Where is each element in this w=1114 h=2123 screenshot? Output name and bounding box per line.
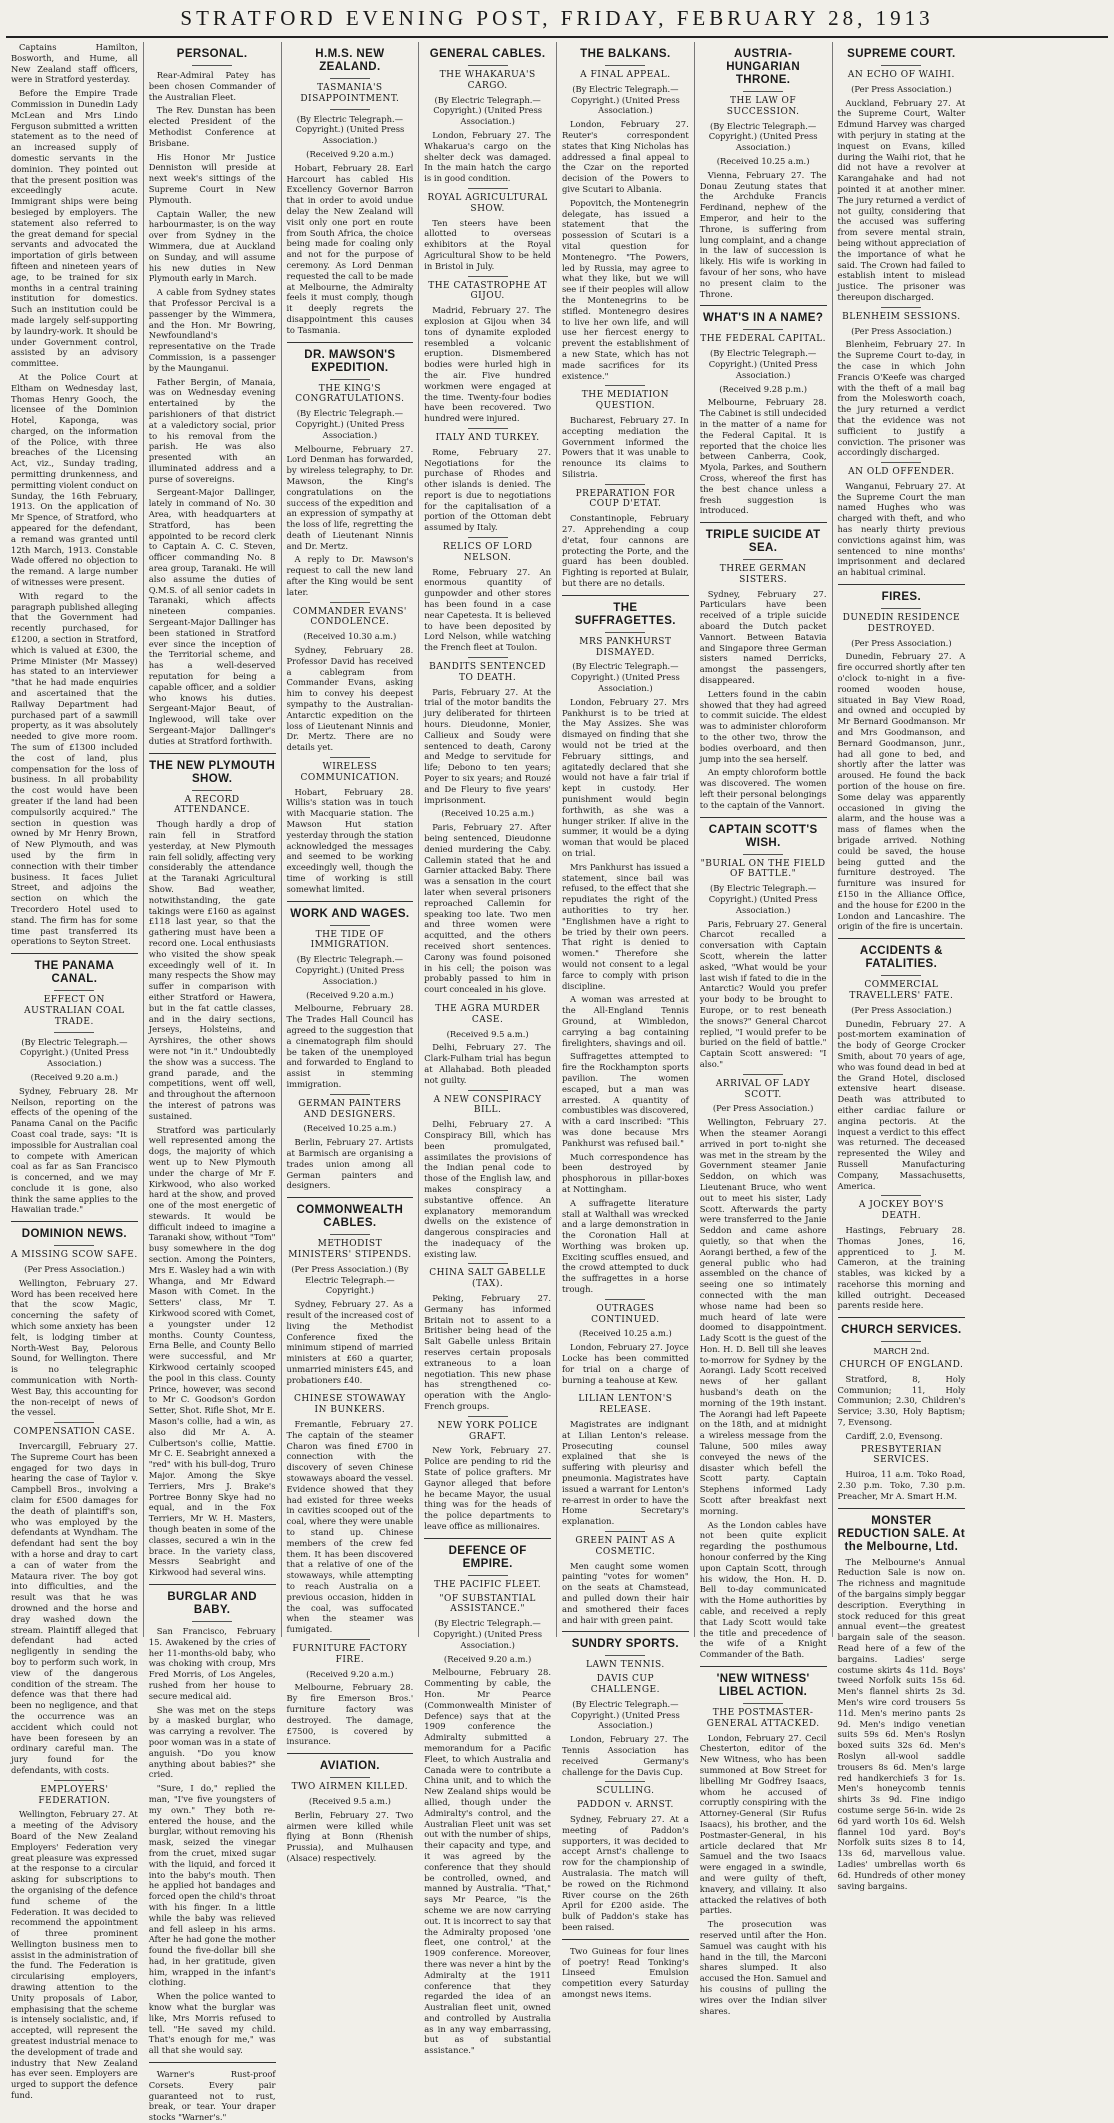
paragraph: At the Police Court at Eltham on Wednesday last, Thomas Henry Gooch, the licensee of the Dominion Hotel, Kaponga, was charged, on the information of the Police, with three breaches of the Licensing Act, viz., Sunday trading, permitting drunkenness, and permitting violent conduct on Sunday, the 16th February, 1913. On the application of Mr Spence, of Stratford, who appeared for the defendant, a remand was granted until 12th March, 1913. Constable Wade offered no objection to the remand. A large number of witnesses were present. <box>11 371 138 588</box>
paragraph: Melbourne, February 28. The Trades Hall Council has agreed to the suggestion that a cinematograph film should be taken of the unemployed and forwarded to England to assist in stemming immigration. <box>286 1003 414 1089</box>
subheading: PRESBYTERIAN SERVICES. <box>860 1444 942 1466</box>
dateline: (Received 9.5 a.m.) <box>308 1795 391 1806</box>
short-rule <box>330 1639 370 1640</box>
paragraph: Wellington, February 27. At a meeting of the Advisory Board of the New Zealand Employers' Federation very great pleasure was expressed at the response to a circular asking for subscriptions to the organising of the defence fund scheme of the Federation. It was decided to recommend the appointment of three prominent Wellington business men to assist in the administration of the fund. The Federation is circularising employers, drawing attention to the Unity proposals of Labor, emphasising that the scheme is intensely socialistic, and, if accepted, will represent the greatest industrial menace to the development of trade and industry that New Zealand has ever seen. Employers are urged to support the defence fund. <box>11 1809 138 2101</box>
paragraph: Melbourne, February 28. By fire Emerson Bros.' furniture factory was destroyed. The damage, £7500, is covered by insurance. <box>286 1682 414 1747</box>
subheading: COMMERCIAL TRAVELLERS' FATE. <box>849 980 954 1001</box>
paragraph: The prosecution was reserved until after the Hon. Samuel was caught with his hand in the till, the Marconi shares slumped. It also accused the Hon. Samuel and his cousins of pulling the wires over the Indian silver shares. <box>699 1919 827 2016</box>
subheading: THE PACIFIC FLEET. <box>434 1579 542 1590</box>
paragraph: Hobart, February 28. Willis's station was in touch with Macquarie station. The Mawson Hut station yesterday through the station acknowledged the messages and seemed to be working exceedingly well, though the time of working is still somewhat limited. <box>286 786 414 894</box>
paragraph: A woman was arrested at the All-England Tennis Ground, at Wimbledon, carrying a bag containing firelighters, shavings and oil. <box>562 994 689 1048</box>
subheading: DAVIS CUP CHALLENGE. <box>590 1674 660 1695</box>
paragraph: Vienna, February 27. The Donau Zeutung states that the Archduke Francis Ferdinand, nephew of the Emperor, and heir to the Throne, is suffering from lung complaint, and a change in the law of succession is likely. His wife is working in favour of her sons, who have no present claim to the Throne. <box>699 169 827 299</box>
subheading: AN ECHO OF WAIHI. <box>847 70 955 80</box>
subheading: FURNITURE FACTORY FIRE. <box>292 1644 408 1665</box>
subheading: COMPENSATION CASE. <box>13 1427 136 1438</box>
short-rule <box>468 1416 508 1417</box>
subheading: COMMANDER EVANS' CONDOLENCE. <box>292 606 407 628</box>
short-rule <box>605 65 645 66</box>
paragraph: Warner's Rust-proof Corsets. Every pair guaranteed not to rust, break, or tear. Your draper stocks "Warner's." <box>148 2069 276 2123</box>
paragraph: Sydney, February 27. At a meeting of Paddon's supporters, it was decided to accept Arnst's challenge to row for the championship of Australasia. The match will be rowed on the Richmond River course on the 26th April for £200 aside. The bulk of Paddon's stake has been raised. <box>562 1813 689 1932</box>
short-rule <box>330 925 370 926</box>
paragraph: Fremantle, February 27. The captain of the steamer Charon was fined £700 in connection with the discovery of seven Chinese stowaways aboard the vessel. Evidence showed that they had existed for three weeks in cavities scooped out of the coal, where they were unable to stand up. Chinese members of the crew fed them. It has been discovered that a relative of one of the stowaways, while attempting to reach Australia on a previous occasion, hidden in the coal, was suffocated when the steamer was fumigated. <box>286 1419 414 1635</box>
short-rule <box>881 608 921 609</box>
dateline: (Received 10.25 a.m.) <box>441 808 534 819</box>
short-rule <box>54 1422 94 1423</box>
short-rule <box>468 65 508 66</box>
section-heading: SUPREME COURT. <box>847 48 956 60</box>
section-divider <box>287 342 414 343</box>
short-rule <box>330 602 370 603</box>
section-divider <box>149 1584 276 1585</box>
short-rule <box>881 462 921 463</box>
subheading: LAWN TENNIS. <box>586 1660 665 1671</box>
subheading: OUTRAGES CONTINUED. <box>591 1303 660 1325</box>
section-divider <box>838 938 966 939</box>
short-rule <box>743 329 783 330</box>
section-heading: WORK AND WAGES. <box>290 907 410 920</box>
subheading: WIRELESS COMMUNICATION. <box>300 762 400 783</box>
paragraph: London, February 27. Cecil Chesterton, editor of the New Witness, who has been summoned at Bow Street for libelling Mr Godfrey Isaacs, whom he accused of corruptly conspiring with the Attorney-General (Sir Rufus Isaacs), his brother, and the Postmaster-General, in his article declared that Mr Samuel and the two Isaacs were engaged in a swindle, and were guilty of theft, knavery, and villainy. It also attacked the relatives of both parties. <box>699 1732 827 1916</box>
dateline: (Per Press Association.) (By Electric Telegraph.—Copyright.) <box>291 1263 409 1296</box>
short-rule <box>605 385 645 386</box>
dateline: (By Electric Telegraph.—Copyright.) (United Press Association.) <box>570 83 680 116</box>
subheading: BANDITS SENTENCED TO DEATH. <box>429 662 547 683</box>
dateline: (Per Press Association.) <box>712 1103 814 1114</box>
subheading: TWO AIRMEN KILLED. <box>291 1782 409 1793</box>
short-rule <box>54 1245 94 1246</box>
subheading: SCULLING. <box>596 1786 655 1797</box>
subheading: METHODIST MINISTERS' STIPENDS. <box>288 1239 412 1260</box>
paragraph: Letters found in the cabin showed that they had agreed to commit suicide. The eldest was to administer chloroform to the other two, throw the bodies overboard, and then jump into the sea herself. <box>699 688 827 764</box>
subheading: EFFECT ON AUSTRALIAN COAL TRADE. <box>24 995 125 1027</box>
short-rule <box>468 188 508 189</box>
paragraph: Constantinople, February 27. Apprehending a coup d'etat, four cannons are protecting the Porte, and the guard has been doubled. Fighting is reported at Bulair, but there are no details. <box>562 513 689 589</box>
dateline: (By Electric Telegraph.—Copyright.) (United Press Association.) <box>295 408 405 440</box>
section-heading: DEFENCE OF EMPIRE. <box>448 1544 527 1570</box>
subheading: RELICS OF LORD NELSON. <box>442 542 533 563</box>
section-heading: DR. MAWSON'S EXPEDITION. <box>304 348 396 374</box>
short-rule <box>468 428 508 429</box>
dateline: (Per Press Association.) <box>851 325 952 336</box>
paragraph: Melbourne, February 28. The Cabinet is still undecided in the matter of a name for the Federal Capital. It is reported that the choice lies between Canberra, Cook, Myola, Parkes, and Southern Cross, whereof the first has the best chance unless a fresh suggestion is introduced. <box>699 397 827 516</box>
paragraph: Men caught some women painting "votes for women" on the seats at Chamstead, and pulled down their hair and smothered their faces and hair with green paint. <box>562 1560 689 1625</box>
paragraph: A cable from Sydney states that Professor Percival is a passenger by the Wimmera, and the Hon. Mr Bowring, Newfoundland's representative on the Trade Commission, is a passenger by the Maunganui. <box>148 287 276 373</box>
dateline: (By Electric Telegraph.—Copyright.) (United Press Association.) <box>295 954 405 986</box>
short-rule <box>330 757 370 758</box>
paragraph: When the police wanted to know what the burglar was like, Mrs Morris refused to tell. "He saved my child. That's enough for me," was all that she would say. <box>148 1991 276 2056</box>
short-rule <box>330 379 370 380</box>
paragraph: Invercargill, February 27. The Supreme Court has been engaged for two days in hearing the case of Taylor v. Campbell Bros., involving a claim for £500 damages for the death of plaintiff's son, who was employed by the defendants at Wyndham. The defendant had sent the boy with a horse and dray to cart a can of water from the Mataura river. The boy got into difficulties, and the result was that he was drowned and the horse and dray washed down the stream. Plaintiff alleged that defendant had acted negligently in sending the boy to perform such work, in view of the dangerous condition of the stream. The defence was that there had been no negligence, and that the occurrence was an accident which could not have been foreseen by an ordinary careful man. The jury found for the defendants, with costs. <box>11 1441 138 1775</box>
section-divider <box>700 1666 827 1667</box>
subheading: THE LAW OF SUCCESSION. <box>726 96 800 117</box>
short-rule <box>192 65 232 66</box>
short-rule <box>468 276 508 277</box>
section-divider <box>562 595 689 596</box>
section-heading: MONSTER REDUCTION SALE. At the Melbourne, Ltd. <box>837 1514 966 1553</box>
paragraph: She was met on the steps by a masked burglar, who was carrying a revolver. The poor woman was in a state of anguish. "Do you know anything about babies?" she cried. <box>148 1704 276 1780</box>
subheading: THE CATASTROPHE AT GIJOU. <box>428 280 548 302</box>
section-divider <box>287 901 414 902</box>
section-divider <box>287 1753 414 1754</box>
section-heading: AUSTRIA-HUNGARIAN THRONE. <box>726 48 801 86</box>
section-heading: THE PANAMA CANAL. <box>34 960 115 986</box>
short-rule <box>192 1621 232 1622</box>
subheading: CHINESE STOWAWAY IN BUNKERS. <box>294 1394 406 1416</box>
subheading: A FINAL APPEAL. <box>580 70 671 80</box>
paragraph: With regard to the paragraph published alleging that the Government had recently purchased, for £1200, a section in Stratford, which is valued at £300, the Prime Minister (Mr Massey) has stated to an interviewer "that he had made enquiries and ascertained that the Railway Department had purchased part of a sawmill property, as it was absolutely needed to give more room. The sum of £1300 included the cost of land, plus compensation for the loss of business. In all probability the cost would have been greater if the land had been compulsorily acquired." The section in question was owned by Mr Henry Brown, of New Plymouth, and was used by the firm in connection with their timber business. It faces Juliet Street, and adjoins the section on which the Trecordero Hotel used to stand. The firm has for some time past transferred its operations to Seyton Street. <box>11 590 138 947</box>
dateline: (Received 10.30 a.m.) <box>303 631 397 642</box>
paragraph: An empty chloroform bottle was discovered. The women left their personal belongings to the captain of the Vannort. <box>699 767 827 810</box>
dateline: (Received 10.25 a.m.) <box>716 155 810 166</box>
section-heading: TRIPLE SUICIDE AT SEA. <box>705 529 821 555</box>
dateline: (By Electric Telegraph.—Copyright.) (United Press Association.) <box>570 1698 680 1731</box>
short-rule <box>330 1389 370 1390</box>
subheading: THE TIDE OF IMMIGRATION. <box>310 929 390 951</box>
subheading: THE WHAKARUA'S CARGO. <box>439 70 536 91</box>
short-rule <box>468 657 508 658</box>
section-heading: 'NEW WITNESS' LIBEL ACTION. <box>716 1673 810 1698</box>
paragraph: Bucharest, February 27. In accepting mediation the Government informed the Powers that it was unable to renounce its claims to Silistria. <box>562 414 689 479</box>
short-rule <box>881 307 921 308</box>
short-rule <box>330 1777 370 1778</box>
paragraph: Before the Empire Trade Commission in Dunedin Lady McLean and Mrs Lindo Ferguson submitted a written statement as to the need of an increased supply of domestic servants in the dominion. They pointed out that the present position was exceedingly acute. Immigrant ships were being besieged by employers. The statement also referred to the great demand for special servants and advocated the importation of girls between fifteen and nineteen years of age, to be trained for six months in a central training institution for domestics. Such an institution could be made largely self-supporting by laundry-work. It should be under Government control, assisted by an advisory committee. <box>11 88 138 369</box>
subheading: GREEN PAINT AS A COSMETIC. <box>575 1536 676 1557</box>
section-heading: AVIATION. <box>319 1760 380 1773</box>
paragraph: Captains Hamilton, Bosworth, and Hume, all New Zealand staff officers, were in Stratford yesterday. <box>11 42 138 85</box>
paragraph: Sergeant-Major Dallinger, lately in command of No. 30 Area, with headquarters at Stratford, has been appointed to be record clerk to Captain A. C. C. Steven, officer commanding No. 8 area group, Taranaki. He will also assume the duties of Q.M.S. of all senior cadets in Taranaki, which affects nineteen companies. Sergeant-Major Dallinger has been stationed in Stratford ever since the inception of the Territorial scheme, and has a well-deserved reputation for being a capable officer, and a soldier who knows his duties. Sergeant-Major Beaut, of Inglewood, will take over Sergeant-Major Dallinger's duties at Stratford forthwith. <box>148 487 276 746</box>
paragraph: Sydney, February 27. As a result of the increased cost of living the Methodist Conference fixed the minimum stipend of married ministers at £60 a quarter, unmarried ministers £45, and probationers £40. <box>286 1299 414 1385</box>
subheading: A MISSING SCOW SAFE. <box>11 1250 138 1261</box>
dateline: (By Electric Telegraph.—Copyright.) (United Press Association.) <box>295 113 405 146</box>
short-rule <box>743 1703 783 1704</box>
paragraph: Paris, February 27. At the trial of the motor bandits the jury deliberated for thirteen hours. Dieudonne, Monier, Callieux and Soudy were sentenced to death, Carony and Medge to servitude for life; Debono to ten years; Poyer to six years; and Rouzé and De Fleury to five years' imprisonment. <box>424 686 551 805</box>
dateline: (Received 9.20 a.m.) <box>306 1668 394 1679</box>
paragraph: Suffragettes attempted to fire the Rockhampton sports pavilion. The women escaped, but a man was arrested. A quantity of combustibles was discovered, with a card inscribed: "This was done because Mrs Pankhurst was refused bail." <box>562 1051 689 1148</box>
dateline: (Received 10.25 a.m.) <box>303 1123 397 1134</box>
paragraph: Stratford, 8, Holy Communion; 11, Holy Communion; 2.30, Children's Service; 3.30, Holy Baptism; 7, Evensong. <box>837 1373 966 1428</box>
paragraph: Ten steers have been allotted to overseas exhibitors at the Royal Agricultural Show to be held in Bristol in July. <box>424 217 551 271</box>
subheading: PREPARATION FOR COUP D'ETAT. <box>575 488 676 510</box>
paragraph: Peking, February 27. Germany has informed Britain not to assent to a Britisher being head of the Salt Gabelle unless Britain reserves certain proposals extraneous to a loan negotiation. This new phase has strengthened co-operation with the Anglo-French groups. <box>424 1293 551 1412</box>
subheading: A NEW CONSPIRACY BILL. <box>433 1094 542 1116</box>
paragraph: Huiroa, 11 a.m. Toko Road, 2.30 p.m. Toko, 7.30 p.m. Preacher, Mr A. Smart H.M. <box>837 1469 966 1501</box>
dateline: (Received 9.20 a.m.) <box>443 1653 532 1664</box>
paragraph: Cardiff, 2.0, Evensong. <box>845 1430 943 1441</box>
dateline: (Per Press Association.) <box>24 1264 125 1275</box>
subheading: AN OLD OFFENDER. <box>848 467 955 478</box>
masthead: STRATFORD EVENING POST, FRIDAY, FEBRUARY 28, 1913 <box>6 0 1108 38</box>
subheading: BLENHEIM SESSIONS. <box>842 311 961 322</box>
paragraph: New York, February 27. Police are pending to rid the State of police grafters. Mr Gaynor alleged that before he became Mayor, the usual thing was for the heads of the police departments to leave office as millionaires. <box>424 1445 551 1532</box>
section-divider <box>149 2062 276 2063</box>
dateline: (Received 10.25 a.m.) <box>579 1328 672 1339</box>
column-5 <box>557 42 695 1999</box>
column-6 <box>695 42 833 2016</box>
section-divider <box>11 1221 138 1222</box>
short-rule <box>605 1531 645 1532</box>
short-rule <box>881 1195 921 1196</box>
short-rule <box>605 632 645 633</box>
subheading: MRS PANKHURST DISMAYED. <box>579 636 672 658</box>
column-1 <box>6 42 144 2101</box>
subheading: CHINA SALT GABELLE (TAX). <box>429 1268 546 1290</box>
short-rule <box>468 999 508 1000</box>
paragraph: Wellington, February 27. Word has been received here that the scow Magic, concerning the safety of which some anxiety has been felt, is lodging timber at North-West Bay, Pelorous Sound, for Wellington. There is no telegraphic communication with North-West Bay, this accounting for the non-receipt of news of the vessel. <box>11 1277 138 1418</box>
section-heading: CAPTAIN SCOTT'S WISH. <box>708 823 818 849</box>
dateline: (Per Press Association.) <box>851 637 952 648</box>
short-rule <box>330 78 370 79</box>
subheading: A JOCKEY BOY'S DEATH. <box>858 1200 944 1222</box>
paragraph: Rome, February 27. Negotiations for the purchase of Rhodes and other islands is denied. The report is due to negotiations for the capitalisation of a portion of the Ottoman debt assumed by Italy. <box>424 446 551 533</box>
paragraph: Sydney, February 28. Mr Neilson, reporting on the effects of the opening of the Panama Canal on the Pacific Coast coal trade, says: "It is impossible for Australian coal to compete with American coal as far as San Francisco is concerned, and we may conclude it is gone, also think the same applies to the Hawaiian trade." <box>11 1085 138 1215</box>
short-rule <box>468 537 508 538</box>
paragraph: The Melbourne's Annual Reduction Sale is now on. The richness and magnitude of the bargains simply beggar description. Everything in stock reduced for this great annual event—the greatest bargain sale of the season. Read here of a few of the bargains. Ladies' serge costume skirts 4s 11d. Boys' tweed Norfolk suits 15s 6d. Men's flannel shirts 2s 3d. Men's wire cord trousers 5s 11d. Men's merino pants 2s 9d. Men's indigo venetian suits 59s 6d. Men's Roslyn boxed suits 32s 6d. Men's Roslyn all-wool saddle trousers 8s 6d. Men's large red handkerchiefs 3 for 1s. Men's honeycomb tennis shirts 3s 9d. Fine indigo costume serge 56-in. wide 2s 6d yard worth 10s 6d. Welsh flannel 10d yard. Boy's Norfolk suits sizes 8 to 14, 13s 6d, marvellous value. Ladies' umbrellas worth 6s 6d. Hundreds of other money saving bargains. <box>837 1556 966 1891</box>
columns <box>6 42 1108 2123</box>
paragraph: Hastings, February 28. Thomas Jones, 16, apprenticed to J. M. Cameron, at the training stables, was kicked by a racehorse this morning and killed outright. Deceased parents reside here. <box>837 1224 966 1311</box>
paragraph: Paris, February 27. General Charcot recalled a conversation with Captain Scott, wherein the latter asked, "What would be your last wish if fated to die in the Antarctic? Would you prefer your body to be brought to Europe, or to rest beneath the snows?" General Charcot replied, "I would prefer to be buried on the field of battle." Captain Scott answered: "I also." <box>699 918 827 1069</box>
section-heading: FIRES. <box>881 591 922 604</box>
paragraph: London, February 27. The Whakarua's cargo on the shelter deck was damaged. In the main hatch the cargo is in good condition. <box>424 129 551 184</box>
paragraph: As the London cables have not been quite explicit regarding the posthumous honour conferred by the King upon Captain Scott, through his widow, the Hon. H. D. Bell to-day communicated with the Home authorities by cable, and received a reply that Lady Scott would take the title and precedence of the wife of a Knight Commander of the Bath. <box>699 1519 827 1660</box>
paragraph: Melbourne, February 27. Lord Denman has forwarded, by wireless telegraphy, to Dr. Mawson, the King's congratulations on the success of the expedition and an expression of sympathy at the loss of life, regretting the death of Lieutenant Ninnis and Dr. Mertz. <box>286 443 414 551</box>
section-heading: BURGLAR AND BABY. <box>167 1590 257 1616</box>
subheading: GERMAN PAINTERS AND DESIGNERS. <box>298 1098 402 1120</box>
dateline: (Per Press Association.) <box>851 83 952 94</box>
column-3 <box>282 42 420 1863</box>
subheading: THE KING'S CONGRATULATIONS. <box>295 383 405 405</box>
section-heading: CHURCH SERVICES. <box>841 1324 962 1337</box>
section-heading: ACCIDENTS & FATALITIES. <box>859 945 943 971</box>
paragraph: Rome, February 27. An enormous quantity of gunpowder and other stores has been found in a case near Capetesta. It is believed to have been deposited by Lord Nelson, while watching the French fleet at Toulon. <box>424 566 551 653</box>
short-rule <box>881 1341 921 1342</box>
section-divider <box>562 1939 689 1940</box>
subheading: CHURCH OF ENGLAND. <box>839 1360 964 1371</box>
short-rule <box>468 1575 508 1576</box>
paragraph: Delhi, February 27. The Clark-Fulham trial has begun at Allahabad. Both pleaded not guilty. <box>424 1042 551 1085</box>
paragraph: Dunedin, February 27. A post-mortem examination of the body of George Crocker Smith, about 70 years of age, who was found dead in bed at the Grand Hotel, disclosed extensive heart disease. Death was attributed to either cardiac failure or angina pectoris. At the inquest a verdict to this effect was returned. The deceased represented the Wiley and Russell Manufacturing Company, Massachusetts, America. <box>837 1018 966 1191</box>
subheading: ITALY AND TURKEY. <box>435 432 540 443</box>
subheading: THREE GERMAN SISTERS. <box>719 564 807 585</box>
paragraph: Two Guineas for four lines of poetry! Read Tonking's Linseed Emulsion competition every Saturday amongst news items. <box>562 1945 689 1999</box>
paragraph: Though hardly a drop of rain fell in Stratford yesterday, at New Plymouth rain fell solidly, affecting very considerably the attendance at the Taranaki Agricultural Show. Bad weather, notwithstanding, the gate takings were £160 as against £118 last year, so that the gathering must have been a record one. Local enthusiasts who visited the show speak exceedingly well of it. In many respects the Show may suffer in comparison with either Stratford or Hawera, but in the fat cattle classes, and in the dairy sections, Jerseys, Holsteins, and Ayrshires, the other shows were not "in it." Undoubtedly the show was a success. The grand parade, and the competitions, went off well, and throughout the afternoon the interest of patrons was sustained. <box>148 819 276 1121</box>
section-heading: WHAT'S IN A NAME? <box>702 312 824 325</box>
paragraph: Madrid, February 27. The explosion at Gijou when 34 tons of dynamite exploded resembled a volcanic eruption. Dismembered bodies were hurled high in the air. Five hundred workmen were engaged at the time. Twenty-four bodies have been recovered. Two hundred were injured. <box>424 305 551 424</box>
paragraph: A reply to Dr. Mawson's request to call the new land after the King would be sent later. <box>286 554 414 597</box>
paragraph: Sydney, February 27. Particulars have been received of a triple suicide aboard the Dutch packet Vannort. Between Batavia and Singapore three German sisters named Derricks, amongst the passengers, disappeared. <box>699 588 827 686</box>
subheading: "OF SUBSTANTIAL ASSISTANCE." <box>439 1593 536 1615</box>
paragraph: Dunedin, February 27. A fire occurred shortly after ten o'clock to-night in a five-roomed wooden house, situated in Bay View Road, and owned and occupied by Mr Bernard Goodmanson. Mr and Mrs Goodmanson, and Bernard Goodmanson, junr., had all gone to bed, and shortly after the latter was aroused. He found the back portion of the house on fire. Some delay was apparently occasioned in giving the alarm, and the house was a mass of flames when the brigade arrived. Nothing could be saved, the house being gutted and the furniture destroyed. The furniture was insured for £150 in the Alliance Office, and the house for £200 in the London and Lancashire. The origin of the fire is uncertain. <box>837 651 966 932</box>
paragraph: Much correspondence has been destroyed by phosphorous in pillar-boxes at Nottingham. <box>562 1151 689 1194</box>
paragraph: Popovitch, the Montenegrin delegate, has issued a statement that the possession of Scutari is a vital question for Montenegro. "The Powers, led by Russia, may agree to what they like, but we will see if their peoples will allow the Montenegrins to be stifled. Montenegro desires to live her own life, and will use her fiercest energy to prevent the establishment of a new State, which has not made sacrifices for its existence." <box>562 197 689 381</box>
section-heading: THE SUFFRAGETTES. <box>574 601 676 627</box>
short-rule <box>54 1780 94 1781</box>
short-rule <box>881 65 921 66</box>
column-4 <box>419 42 557 2056</box>
subheading: A RECORD ATTENDANCE. <box>174 794 251 816</box>
subheading: LILIAN LENTON'S RELEASE. <box>578 1394 673 1416</box>
dateline: MARCH 2nd. <box>873 1346 930 1357</box>
subheading: TASMANIA'S DISAPPOINTMENT. <box>300 83 400 104</box>
section-heading: DOMINION NEWS. <box>21 1228 127 1241</box>
section-heading: H.M.S. NEW ZEALAND. <box>315 48 385 73</box>
subheading: NEW YORK POLICE GRAFT. <box>437 1420 538 1442</box>
section-heading: PERSONAL. <box>176 48 248 60</box>
paragraph: Hobart, February 28. Earl Harcourt has cabled His Excellency Governor Barron that in order to avoid undue delay the New Zealand will visit only one port en route from South Africa, the choice being made for coaling only and not for the purpose of ceremony. As Lord Denman requested the call to be made at Melbourne, the Admiralty feels it must comply, though it deeply regrets the disappointment this causes to Tasmania. <box>286 162 414 335</box>
section-heading: COMMONWEALTH CABLES. <box>296 1204 404 1230</box>
paragraph: Sydney, February 28. Professor David has received a cablegram from Commander Evans, asking him to convey his deepest sympathy to the Australian-Antarctic expedition on the loss of Lieutenant Ninnis and Dr. Mertz. There are no details yet. <box>286 645 414 753</box>
short-rule <box>54 1032 94 1033</box>
column-7 <box>833 42 971 1891</box>
section-heading: THE BALKANS. <box>580 48 671 60</box>
section-divider <box>562 1631 689 1632</box>
section-divider <box>700 522 827 523</box>
paragraph: London, February 27. Mrs Pankhurst is to be tried at the May Assizes. She was dismayed on finding that she would not be tried at the February sittings, and agitatedly declared that she would not have a fair trial if kept in custody. Her punishment would begin forthwith, as she was a hunger striker. If alive in the summer, it would be a dying woman that would be placed on trial. <box>562 696 689 858</box>
short-rule <box>881 975 921 976</box>
paragraph: Magistrates are indignant at Lilian Lenton's release. Prosecuting counsel explained that she is suffering with pleurisy and pneumonia. Magistrates have issued a warrant for Lenton's re-arrest in order to have the Home Secretary's explanation. <box>562 1419 689 1527</box>
dateline: (Received 9.20 a.m.) <box>306 989 394 1000</box>
dateline: (By Electric Telegraph.—Copyright.) (United Press Association.) <box>570 661 680 694</box>
section-divider <box>11 953 138 954</box>
dateline: (By Electric Telegraph.—Copyright.) (United Press Association.) <box>708 348 818 380</box>
subheading: THE POSTMASTER-GENERAL ATTACKED. <box>706 1708 820 1729</box>
section-divider <box>287 1197 414 1198</box>
section-divider <box>424 1538 551 1539</box>
dateline: (By Electric Telegraph.—Copyright.) (United Press Association.) <box>708 120 818 153</box>
section-divider <box>838 584 966 585</box>
subheading: "BURIAL ON THE FIELD OF BATTLE." <box>700 858 826 880</box>
short-rule <box>605 1299 645 1300</box>
paragraph: His Honor Mr Justice Denniston will preside at next week's sittings of the Supreme Court in New Plymouth. <box>148 151 276 205</box>
paragraph: "Sure, I do," replied the man, "I've five youngsters of my own." They both re-entered the house, and the burglar, without removing his mask, seized the vinegar from the cruet, mixed sugar with the liquid, and forced it into the baby's mouth. Then he applied hot bandages and forced open the child's throat with his finger. In a little while the baby was relieved and fell asleep in his arms. After he had gone the mother found the five-dollar bill she had, in her gratitude, given him, wrapped in the infant's clothing. <box>148 1783 276 1988</box>
column-2 <box>144 42 282 2123</box>
section-heading: SUNDRY SPORTS. <box>571 1638 679 1651</box>
paragraph: Paris, February 27. After being sentenced, Dieudonne denied murdering the Caby. Callemin stated that he and Garnier attacked Baby. There was a sensation in the court later when several prisoners reproached Callemin for speaking too late. Two men and three women were acquitted, and the others received short sentences. Carony was found poisoned in his cell; the poison was probably passed to him in court concealed in his glove. <box>424 822 551 995</box>
subheading: THE AGRA MURDER CASE. <box>435 1003 540 1025</box>
dateline: (Received 9.20 a.m.) <box>306 148 394 159</box>
paragraph: San Francisco, February 15. Awakened by the cries of her 11-months-old baby, who was choking with croup, Mrs Fred Morris, of Los Angeles, rushed from her house to secure medical aid. <box>148 1625 276 1701</box>
paragraph: Melbourne, February 28. Commenting by cable, the Hon. Mr Pearce (Commonwealth Minister of Defence) says that at the 1909 conference the Admiralty submitted a memorandum for a Pacific Fleet, to which Australia and Canada were to contribute a China unit, and to which the New Zealand ships would be allied, though under the Admiralty's control, and the Australian Fleet unit was set out with the number of ships, their capacity and type, and it was agreed by the conference that they should be controlled, owned, and manned by Australia. "That," says Mr Pearce, "is the scheme we are now carrying out. It is incorrect to say that the Admiralty proposed 'one fleet, one control,' at the 1909 conference. Moreover, there was never a hint by the Admiralty at the 1911 conference that they regarded the idea of an Australian fleet unit, owned and controlled by Australia as in any way embarrassing, but as of substantial assistance." <box>424 1667 551 2056</box>
short-rule <box>330 1094 370 1095</box>
short-rule <box>605 1389 645 1390</box>
dateline: (By Electric Telegraph.—Copyright.) (United Press Association.) <box>433 1618 543 1650</box>
paragraph: Auckland, February 27. At the Supreme Court, Walter Edmund Harvey was charged with perjury in stating at the inquest on Evans, killed during the Waihi riot, that he did not have a revolver at Karangahake and had not pointed it at another miner. The jury returned a verdict of not guilty, considering that the accused was suffering from severe mental strain, being without appreciation of the importance of what he said. The Crown had failed to establish intent to mislead justice. The prisoner was thereupon discharged. <box>837 97 966 302</box>
short-rule <box>468 1263 508 1264</box>
section-divider <box>838 1317 966 1318</box>
short-rule <box>743 559 783 560</box>
dateline: (By Electric Telegraph.—Copyright.) (United Press Association.) <box>708 883 818 915</box>
short-rule <box>605 484 645 485</box>
paragraph: Father Bergin, of Manaia, was on Wednesday evening entertained by the parishioners of that district at a valedictory social, prior to his removal from the parish. He was also presented with an illuminated address and a purse of sovereigns. <box>148 376 276 484</box>
dateline: (By Electric Telegraph.—Copyright.) (United Press Association.) <box>19 1036 129 1069</box>
paragraph: Blenheim, February 27. In the Supreme Court to-day, in the case in which John Francis O'Keefe was charged with the theft of a mail bag from the Molesworth coach, the jury returned a verdict that the evidence was not sufficient to justify a conviction. The prisoner was accordingly discharged. <box>837 339 966 458</box>
paragraph: London, February 27. Reuter's correspondent states that King Nicholas has addressed a final appeal to the Czar on the reported decision of the Powers to give Scutari to Albania. <box>562 119 689 194</box>
short-rule <box>743 91 783 92</box>
dateline: (Received 9.20 a.m.) <box>30 1071 119 1082</box>
paragraph: London, February 27. Joyce Locke has been committed for trial on a charge of burning a teahouse at Kew. <box>562 1342 689 1385</box>
section-divider <box>838 1508 966 1509</box>
paragraph: Delhi, February 27. A Conspiracy Bill, which has been promulgated, assimilates the provisions of the Indian penal code to those of the English law, and makes conspiracy a substantive offence. An explanatory memorandum dwells on the existence of dangerous conspiracies and the inadequacy of the existing law. <box>424 1119 551 1259</box>
short-rule <box>192 790 232 791</box>
paragraph: Berlin, February 27. Two airmen were killed while flying at Bonn (Rhenish Prussia), and Mulhausen (Alsace) respectively. <box>286 1809 414 1863</box>
paragraph: Wellington, February 27. When the steamer Aorangi arrived in port to-night she was met in the stream by the Government steamer Janie Seddon, on which was Lieutenant Bruce, who went out to meet his sister, Lady Scott. Afterwards the party were transferred to the Janie Seddon and came ashore quietly, so that when the Aorangi berthed, a few of the general public who had assembled on the chance of seeing one so intimately connected with the man whose name had been so much heard of late were doomed to disappointment. Lady Scott is the guest of the Hon. H. D. Bell till she leaves to-morrow for Sydney by the Aorangi. Lady Scott received news of her gallant husband's death on the morning of the 19th instant. The Aorangi had left Papeete on the 18th, and at midnight a wireless message from the Talune, 500 miles away conveyed the news of the disaster which befell the Scott party. Captain Stephens informed Lady Scott after breakfast next morning. <box>699 1117 827 1516</box>
paragraph: Stratford was particularly well represented among the dogs, the majority of which went up to New Plymouth under the charge of Mr F. Kirkwood, who also worked hard at the show, and proved one of the most energetic of stewards. It would be difficult indeed to imagine a Taranaki show, without "Tom" busy somewhere in the dog section. Among the Pointers, Mrs E. Wasley had a win with Whanga, and Mr Edward Mason with Comet. In the Setters' class, Mr T. Kirkwood scored with Comet, a youngster under 12 months. County Countess, Erna Belle, and County Bello were successful, and Mr Kirkwood certainly scooped the pool in this class. County Prince, however, was second to Mr C. Goodson's Gordon Setter, Shot. Rifle Shot, Mr E. Mason's collie, had a win, as also did Mr A. A. Culbertson's collie, Mattie. Mr C. E. Seabright annexed a "red" with his bull-dog, Truro Major. Among the Skye Terriers, Mrs J. Brake's Portree Bonny Skye had no equal, and in the Fox Terriers, Mr W. H. Masters, though beaten in some of the classes, secured a win in the brace. In the variety class, Messrs Seabright and Kirkwood had several wins. <box>148 1124 276 1578</box>
subheading: DUNEDIN RESIDENCE DESTROYED. <box>842 613 961 634</box>
paragraph: Captain Waller, the new harbourmaster, is on the way over from Sydney in the Wimmera, due at Auckland on Sunday, and will assume his new duties in New Plymouth early in March. <box>148 208 276 284</box>
paragraph: London, February 27. The Tennis Association has received Germany's challenge for the Davis Cup. <box>562 1734 689 1777</box>
short-rule <box>743 854 783 855</box>
section-divider <box>700 305 827 306</box>
subheading: THE MEDIATION QUESTION. <box>581 390 669 412</box>
section-divider <box>700 817 827 818</box>
short-rule <box>330 109 370 110</box>
short-rule <box>605 1655 645 1656</box>
section-heading: THE NEW PLYMOUTH SHOW. <box>149 759 276 785</box>
paragraph: Rear-Admiral Patey has been chosen Commander of the Australian Fleet. <box>148 70 276 102</box>
short-rule <box>605 1781 645 1782</box>
dateline: (Per Press Association.) <box>851 1004 952 1015</box>
subheading: EMPLOYERS' FEDERATION. <box>38 1784 111 1806</box>
section-heading: GENERAL CABLES. <box>429 48 546 60</box>
paragraph: Mrs Pankhurst has issued a statement, since bail was refused, to the effect that she repudiates the right of the authorities to try her. "Englishmen have a right to be tried by their own peers. That right is denied to women." Therefore she would not consent to a legal farce to comply with prison discipline. <box>562 861 689 991</box>
paragraph: Wanganui, February 27. At the Supreme Court the man named Hughes who was charged with theft, and who has nearly thirty previous convictions against him, was sentenced to nine months' imprisonment and declared an habitual criminal. <box>837 480 966 578</box>
short-rule <box>54 990 94 991</box>
short-rule <box>330 1234 370 1235</box>
short-rule <box>743 1074 783 1075</box>
subheading: THE FEDERAL CAPITAL. <box>700 334 827 345</box>
dateline: (Received 9.28 p.m.) <box>719 383 808 394</box>
paragraph: Berlin, February 27. Artists at Barmisch are organising a trades union among all German painters and designers. <box>286 1137 414 1191</box>
paragraph: A suffragette literature stall at Walthall was wrecked and a large demonstration in the Coronation Hall at Worthing was broken up. Exciting scuffles ensued, and the crowd attempted to duck the suffragettes in a horse trough. <box>562 1197 689 1295</box>
section-divider <box>149 753 276 754</box>
subheading: PADDON v. ARNST. <box>576 1800 674 1811</box>
short-rule <box>468 1090 508 1091</box>
subheading: ROYAL AGRICULTURAL SHOW. <box>427 192 548 214</box>
subheading: ARRIVAL OF LADY SCOTT. <box>715 1078 811 1100</box>
dateline: (Received 9.5 a.m.) <box>446 1028 529 1039</box>
paragraph: The Rev. Dunstan has been elected President of the Methodist Conference at Brisbane. <box>148 105 276 148</box>
dateline: (By Electric Telegraph.—Copyright.) (United Press Association.) <box>433 94 543 127</box>
